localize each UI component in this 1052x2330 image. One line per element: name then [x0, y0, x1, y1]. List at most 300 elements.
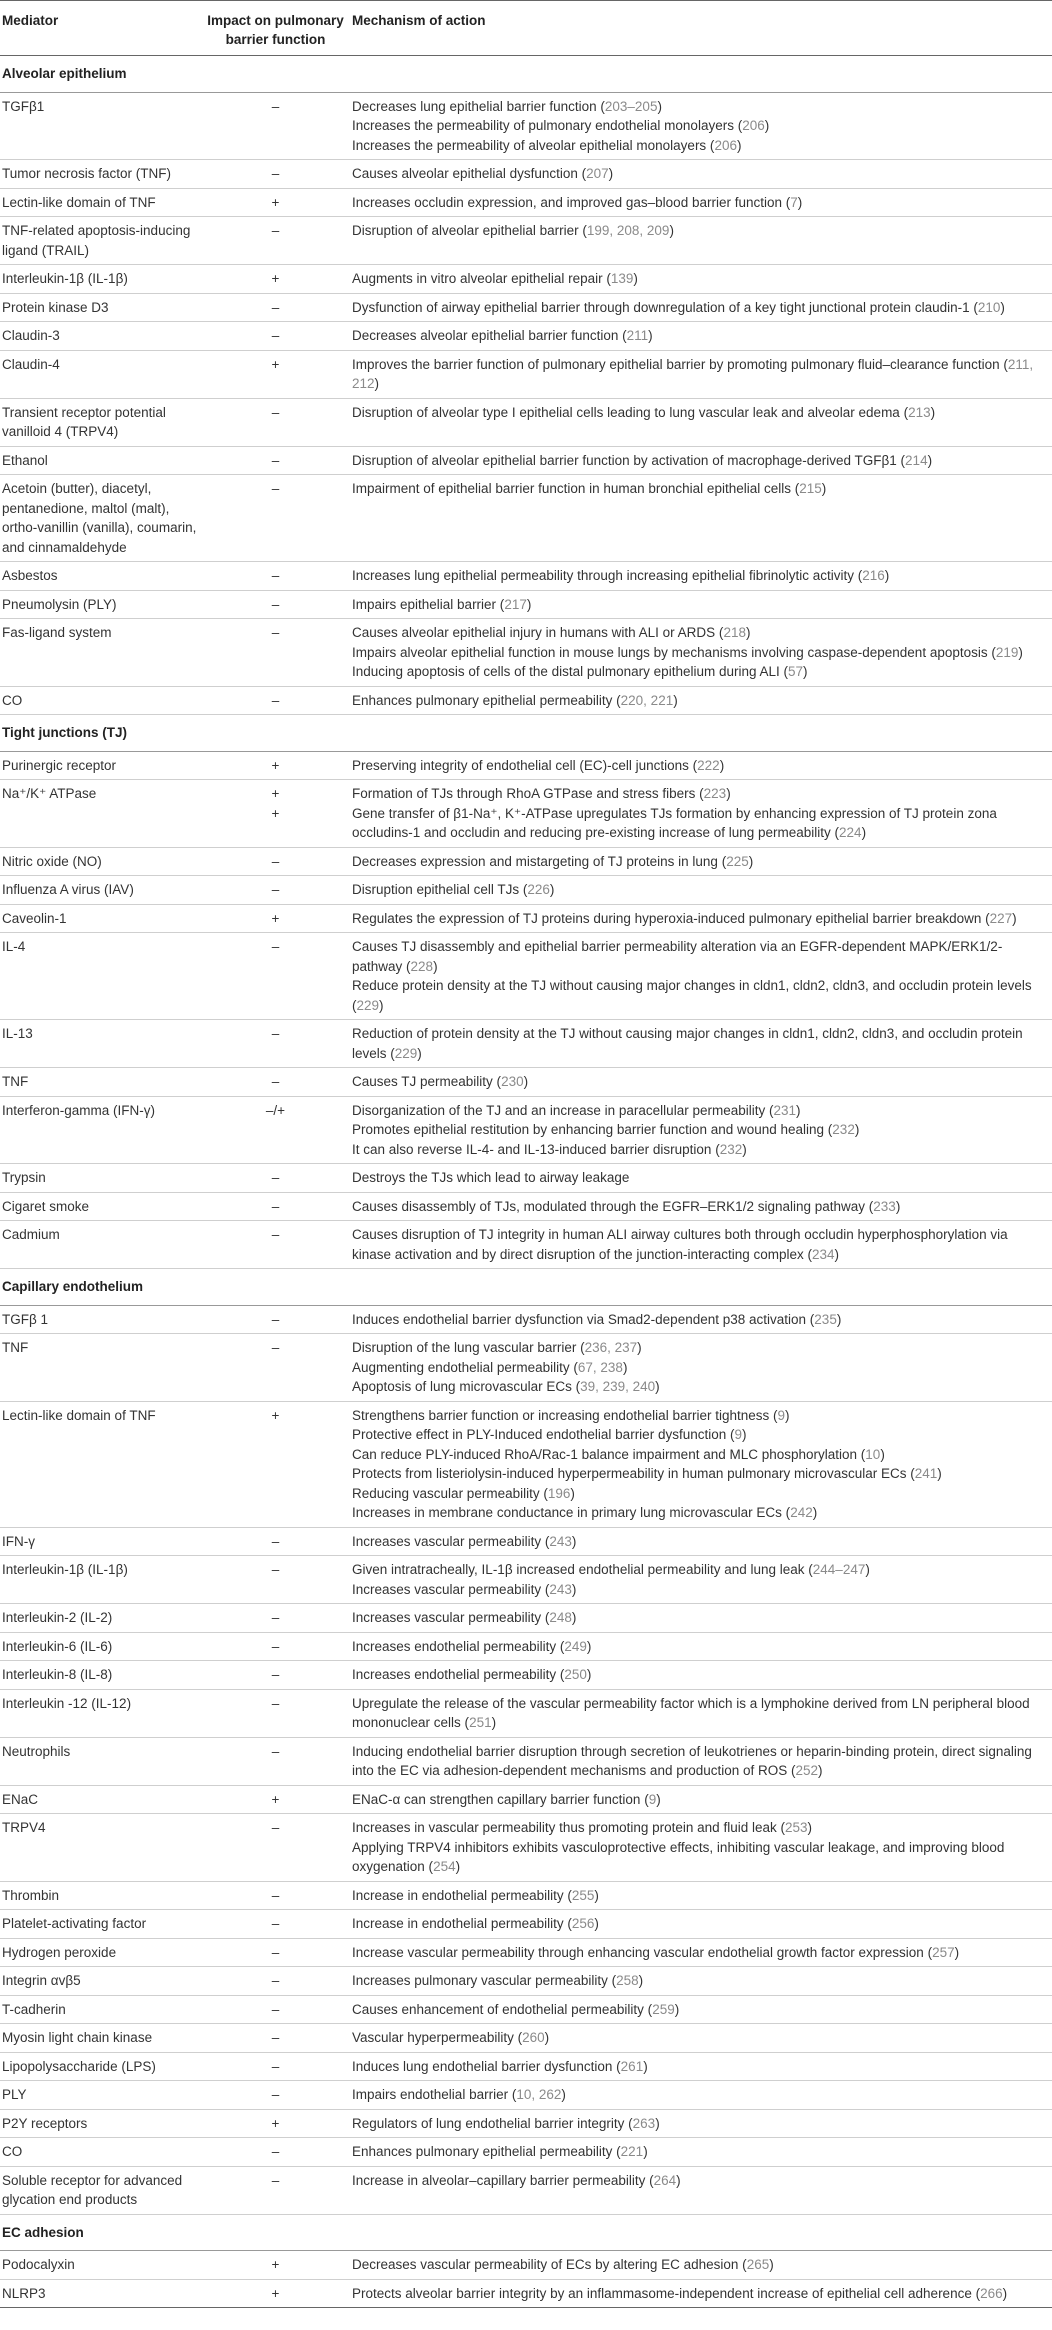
mechanism-text: ): [571, 1610, 577, 1625]
mediator-cell: TGFβ1: [0, 92, 205, 160]
mechanism-text: Causes TJ permeability (: [352, 1074, 502, 1089]
mechanism-text: Induces endothelial barrier dysfunction via Smad2-dependent p38 activation (: [352, 1311, 815, 1327]
reference-link[interactable]: 10: [865, 1446, 881, 1462]
reference-link[interactable]: 230: [501, 1074, 524, 1089]
table-row: [0, 1334, 1052, 1402]
reference-link[interactable]: 266: [980, 2285, 1003, 2301]
impact-cell: [205, 350, 350, 398]
mechanism-cell: [350, 2251, 1052, 2280]
mechanism-cell: [350, 1221, 1052, 1269]
impact-cell: [205, 188, 350, 217]
reference-link[interactable]: 229: [394, 1045, 418, 1061]
mechanism-cell: [350, 1096, 1052, 1164]
mechanism-line: [352, 1197, 1046, 1217]
mechanism-text: Promotes epithelial restitution by enhancing barrier function and wound healing (: [352, 1122, 833, 1137]
impact-value: –: [271, 2001, 280, 2017]
mechanism-text: ): [937, 1466, 942, 1481]
mediator-cell: Cadmium: [0, 1221, 205, 1269]
reference-link[interactable]: 255: [571, 1887, 595, 1903]
reference-link[interactable]: 249: [564, 1638, 587, 1654]
mechanism-text: ): [742, 1141, 747, 1157]
mechanism-line: [352, 193, 1046, 213]
reference-link[interactable]: 211, 212: [352, 356, 1034, 391]
mechanism-line: [352, 784, 1046, 804]
impact-value: –: [271, 1311, 280, 1327]
impact-cell: [205, 847, 350, 876]
reference-link[interactable]: 218: [723, 625, 746, 640]
reference-link[interactable]: 241: [914, 1466, 938, 1481]
mechanism-text: ): [812, 1505, 818, 1520]
mechanism-cell: [350, 847, 1052, 876]
mechanism-text: Induces lung endothelial barrier dysfunction (: [352, 2058, 621, 2074]
table-row: [0, 876, 1052, 905]
impact-cell: [205, 1020, 350, 1068]
mechanism-line: [352, 1377, 1046, 1397]
mechanism-line: [352, 937, 1046, 976]
mechanism-text: ): [745, 625, 751, 640]
mediator-cell: TRPV4: [0, 1814, 205, 1882]
impact-cell: [205, 619, 350, 687]
mechanism-text: ): [796, 1102, 801, 1118]
impact-cell: [205, 1689, 350, 1737]
mechanism-text: ): [643, 2144, 648, 2159]
reference-link[interactable]: 231: [773, 1102, 797, 1118]
mechanism-text: Upregulate the release of the vascular permeability factor which is a lymphokine derived from LN peripheral blood mononuclear cells (: [352, 1695, 1030, 1730]
impact-value: +: [271, 2285, 280, 2301]
mechanism-text: Augments in vitro alveolar epithelial repair (: [352, 271, 611, 286]
impact-value: –: [271, 1916, 280, 1931]
mediator-cell: CO: [0, 686, 205, 715]
mediator-cell: NLRP3: [0, 2279, 205, 2308]
mechanism-cell: [350, 1814, 1052, 1882]
section-row: [0, 56, 1052, 93]
mechanism-line: [352, 2028, 1046, 2048]
reference-link[interactable]: 206: [742, 118, 765, 133]
impact-value: –: [271, 404, 280, 420]
mechanism-text: ): [571, 1533, 577, 1549]
reference-link[interactable]: 232: [719, 1141, 743, 1157]
mediator-cell: Fas-ligand system: [0, 619, 205, 687]
reference-link[interactable]: 243: [549, 1533, 572, 1549]
impact-value: –: [271, 1743, 280, 1759]
impact-value: –: [271, 1610, 280, 1625]
reference-link[interactable]: 9: [777, 1407, 785, 1423]
reference-link[interactable]: 39, 239, 240: [580, 1379, 656, 1394]
impact-value: –: [271, 2087, 280, 2102]
mechanism-text: ): [1000, 299, 1005, 315]
mechanism-text: Increases the permeability of alveolar epithelial monolayers (: [352, 137, 715, 153]
mechanism-line: [352, 1225, 1046, 1264]
impact-cell: [205, 876, 350, 905]
section-row: [0, 2214, 1052, 2251]
mediator-cell: ENaC: [0, 1785, 205, 1814]
mechanism-text: ): [417, 1045, 422, 1061]
reference-link[interactable]: 7: [790, 194, 798, 210]
mechanism-line: [352, 451, 1046, 471]
mechanism-text: ): [1018, 644, 1023, 660]
reference-link[interactable]: 220, 221: [620, 692, 674, 708]
mechanism-line: [352, 1818, 1046, 1838]
impact-value: –: [271, 223, 280, 238]
mechanism-text: Disorganization of the TJ and an increase in paracellular permeability (: [352, 1102, 774, 1118]
reference-link[interactable]: 232: [832, 1122, 855, 1137]
mechanism-cell: [350, 350, 1052, 398]
mechanism-text: Increases in vascular permeability thus promoting protein and fluid leak (: [352, 1820, 785, 1835]
impact-value: –: [271, 452, 280, 468]
reference-link[interactable]: 199, 208, 209: [586, 223, 670, 238]
mechanism-cell: [350, 1527, 1052, 1556]
mechanism-line: [352, 1637, 1046, 1657]
mechanism-text: ): [657, 98, 662, 114]
impact-cell: [205, 217, 350, 265]
reference-link[interactable]: 223: [703, 786, 727, 801]
mechanism-text: ): [785, 1407, 790, 1423]
reference-link[interactable]: 261: [620, 2058, 644, 2074]
mechanism-cell: [350, 446, 1052, 475]
mechanism-text: Given intratracheally, IL-1β increased endothelial permeability and lung leak (: [352, 1562, 813, 1577]
mechanism-text: ): [656, 1791, 661, 1807]
reference-link[interactable]: 257: [932, 1944, 955, 1960]
reference-link[interactable]: 9: [734, 1427, 742, 1442]
mechanism-text: ): [622, 1359, 628, 1375]
impact-value: –: [271, 1973, 280, 1988]
reference-link[interactable]: 233: [873, 1198, 896, 1214]
mechanism-line: [352, 1694, 1046, 1733]
mechanism-text: Regulators of lung endothelial barrier integrity (: [352, 2115, 633, 2131]
reference-link[interactable]: 67, 238: [577, 1359, 623, 1375]
mechanism-line: [352, 1503, 1046, 1523]
mechanism-text: Disruption epithelial cell TJs (: [352, 882, 528, 897]
mechanism-line: [352, 403, 1046, 423]
reference-link[interactable]: 9: [648, 1791, 657, 1807]
table-row: [0, 1661, 1052, 1690]
mechanism-text: Disruption of alveolar epithelial barrier (: [352, 223, 587, 238]
table-row: [0, 1938, 1052, 1967]
mechanism-text: Decreases vascular permeability of ECs by altering EC adhesion (: [352, 2257, 747, 2272]
mechanism-line: [352, 2142, 1046, 2162]
reference-link[interactable]: 203–205: [604, 98, 658, 114]
mechanism-text: Increases pulmonary vascular permeability (: [352, 1973, 617, 1988]
mechanism-line: [352, 479, 1046, 499]
mechanism-text: Causes TJ disassembly and epithelial barrier permeability alteration via an EGFR-dependent MAPK/ERK1/2-pathway (: [352, 939, 1003, 974]
header-impact: Impact on pulmonary barrier function: [205, 1, 350, 56]
mechanism-text: Can reduce PLY-induced RhoA/Rac-1 balance impairment and MLC phosphorylation (: [352, 1446, 866, 1462]
mechanism-line: [352, 1072, 1046, 1092]
mechanism-text: ): [930, 404, 936, 420]
reference-link[interactable]: 226: [527, 882, 550, 897]
impact-cell: [205, 1527, 350, 1556]
table-row: [0, 1814, 1052, 1882]
mediator-cell: Influenza A virus (IAV): [0, 876, 205, 905]
mediator-cell: Podocalyxin: [0, 2251, 205, 2280]
table-row: [0, 1995, 1052, 2024]
reference-link[interactable]: 265: [746, 2257, 770, 2272]
mediator-cell: IL-4: [0, 933, 205, 1020]
impact-cell: [205, 1967, 350, 1996]
mechanism-line: [352, 2171, 1046, 2191]
mechanism-text: ): [586, 1667, 592, 1682]
mediator-cell: Nitric oxide (NO): [0, 847, 205, 876]
mediator-cell: Lipopolysaccharide (LPS): [0, 2052, 205, 2081]
mechanism-cell: [350, 1910, 1052, 1939]
impact-cell: [205, 398, 350, 446]
reference-link[interactable]: 207: [586, 166, 609, 181]
mechanism-line: [352, 1406, 1046, 1426]
mechanism-line: [352, 1445, 1046, 1465]
reference-link[interactable]: 213: [908, 404, 931, 420]
reference-link[interactable]: 217: [504, 596, 527, 612]
table-row: [0, 398, 1052, 446]
reference-link[interactable]: 243: [549, 1581, 572, 1597]
mechanism-text: ): [676, 2172, 681, 2188]
reference-link[interactable]: 250: [564, 1667, 587, 1682]
impact-cell: [205, 590, 350, 619]
impact-cell: [205, 1192, 350, 1221]
mechanism-text: Increases vascular permeability (: [352, 1533, 550, 1549]
reference-link[interactable]: 214: [905, 452, 928, 468]
impact-cell: [205, 1881, 350, 1910]
mechanism-line: [352, 909, 1046, 929]
impact-value: +: [271, 805, 280, 821]
reference-link[interactable]: 224: [839, 825, 862, 840]
impact-cell: [205, 1737, 350, 1785]
mechanism-cell: [350, 2279, 1052, 2308]
mechanism-text: Impairs endothelial barrier (: [352, 2087, 517, 2102]
impact-cell: [205, 1604, 350, 1633]
mechanism-cell: [350, 619, 1052, 687]
mechanism-line: [352, 1914, 1046, 1934]
reference-link[interactable]: 234: [812, 1246, 835, 1262]
mechanism-text: ): [854, 1122, 860, 1137]
mechanism-text: ): [736, 137, 742, 153]
mechanism-cell: [350, 217, 1052, 265]
mechanism-cell: [350, 1661, 1052, 1690]
mechanism-cell: [350, 2166, 1052, 2214]
mechanism-cell: [350, 2081, 1052, 2110]
mediator-cell: Claudin-3: [0, 322, 205, 351]
reference-link[interactable]: 259: [652, 2001, 675, 2017]
reference-link[interactable]: 253: [784, 1820, 808, 1835]
impact-value: +: [271, 1407, 280, 1423]
reference-link[interactable]: 244–247: [812, 1562, 866, 1577]
table-row: [0, 293, 1052, 322]
mechanism-text: ): [861, 825, 867, 840]
reference-link[interactable]: 254: [433, 1859, 456, 1874]
impact-value: –: [271, 625, 280, 640]
impact-value: –: [271, 692, 280, 708]
reference-link[interactable]: 211: [626, 328, 649, 343]
mechanism-line: [352, 643, 1046, 663]
mechanism-text: Increases occludin expression, and improved gas–blood barrier function (: [352, 194, 791, 210]
mechanism-text: ): [648, 328, 653, 343]
reference-link[interactable]: 264: [653, 2172, 677, 2188]
impact-value: +: [271, 194, 280, 210]
mechanism-text: Increase vascular permeability through enhancing vascular endothelial growth factor expression (: [352, 1944, 933, 1960]
reference-link[interactable]: 216: [862, 568, 885, 583]
mechanism-text: Dysfunction of airway epithelial barrier through downregulation of a key tight junctional protein claudin-1 (: [352, 299, 978, 315]
mechanism-line: [352, 1120, 1046, 1140]
impact-value: –: [271, 1340, 280, 1355]
mechanism-text: ): [433, 958, 438, 974]
table-row: [0, 1881, 1052, 1910]
mechanism-text: Formation of TJs through RhoA GTPase and stress fibers (: [352, 786, 704, 801]
reference-link[interactable]: 221: [620, 2144, 644, 2159]
mechanism-line: [352, 880, 1046, 900]
reference-link[interactable]: 219: [995, 644, 1019, 660]
table-row: [0, 217, 1052, 265]
impact-value: –: [271, 98, 280, 114]
mechanism-text: ): [895, 1198, 901, 1214]
impact-value: –: [271, 1198, 280, 1214]
mechanism-line: [352, 852, 1046, 872]
mechanism-cell: [350, 751, 1052, 780]
table-row: [0, 1020, 1052, 1068]
reference-link[interactable]: 256: [571, 1916, 595, 1931]
reference-link[interactable]: 196: [547, 1485, 571, 1501]
mechanism-line: [352, 1790, 1046, 1810]
reference-link[interactable]: 263: [632, 2115, 656, 2131]
mediator-cell: Interferon-gamma (IFN-γ): [0, 1096, 205, 1164]
mechanism-cell: [350, 160, 1052, 189]
reference-link[interactable]: 236, 237: [584, 1340, 638, 1355]
mechanism-line: [352, 1608, 1046, 1628]
reference-link[interactable]: 229: [356, 997, 380, 1013]
mechanism-line: [352, 1532, 1046, 1552]
mechanism-text: Destroys the TJs which lead to airway leakage: [352, 1170, 630, 1185]
impact-value: –: [271, 299, 280, 315]
reference-link[interactable]: 228: [410, 958, 434, 974]
mechanism-cell: [350, 1556, 1052, 1604]
mechanism-line: [352, 1665, 1046, 1685]
impact-cell: [205, 475, 350, 562]
section-row: [0, 1269, 1052, 1306]
mechanism-cell: [350, 1305, 1052, 1334]
mechanism-text: ): [674, 2001, 680, 2017]
mechanism-line: [352, 1971, 1046, 1991]
impact-cell: [205, 904, 350, 933]
mechanism-line: [352, 1484, 1046, 1504]
impact-cell: [205, 562, 350, 591]
reference-link[interactable]: 222: [697, 757, 720, 773]
mechanism-text: Inducing apoptosis of cells of the distal pulmonary epithelium during ALI (: [352, 664, 789, 679]
mechanism-line: [352, 164, 1046, 184]
reference-link[interactable]: 225: [726, 853, 749, 869]
reference-link[interactable]: 258: [616, 1973, 639, 1988]
reference-link[interactable]: 252: [795, 1763, 819, 1778]
mediator-cell: TNF: [0, 1334, 205, 1402]
reference-link[interactable]: 139: [610, 271, 634, 286]
reference-link[interactable]: 260: [522, 2030, 545, 2045]
mechanism-text: Strengthens barrier function or increasing endothelial barrier tightness (: [352, 1407, 778, 1423]
section-title: Alveolar epithelium: [0, 56, 1052, 93]
mechanism-text: ): [523, 1074, 529, 1089]
mechanism-text: Protects alveolar barrier integrity by an inflammasome-independent increase of epithelial cell adherence (: [352, 2285, 981, 2301]
mechanism-text: ): [797, 194, 803, 210]
mechanism-text: Vascular hyperpermeability (: [352, 2030, 523, 2045]
impact-cell: [205, 1785, 350, 1814]
mechanism-text: Causes alveolar epithelial injury in humans with ALI or ARDS (: [352, 625, 724, 640]
impact-value: +: [271, 2115, 280, 2131]
mediator-cell: Interleukin -12 (IL-12): [0, 1689, 205, 1737]
mechanism-text: Increases endothelial permeability (: [352, 1667, 565, 1682]
mechanism-line: [352, 804, 1046, 843]
impact-cell: [205, 780, 350, 848]
mechanism-line: [352, 1560, 1046, 1580]
mechanism-text: Increases endothelial permeability (: [352, 1638, 565, 1654]
impact-cell: [205, 293, 350, 322]
reference-link[interactable]: 248: [549, 1610, 572, 1625]
mechanism-text: Impairment of epithelial barrier function in human bronchial epithelial cells (: [352, 481, 800, 496]
mediator-cell: Na⁺/K⁺ ATPase: [0, 780, 205, 848]
mechanism-text: Decreases expression and mistargeting of TJ proteins in lung (: [352, 853, 727, 869]
mechanism-line: [352, 221, 1046, 241]
reference-link[interactable]: 215: [799, 481, 822, 496]
reference-link[interactable]: 235: [814, 1311, 837, 1327]
mediator-cell: Trypsin: [0, 1164, 205, 1193]
reference-link[interactable]: 10, 262: [516, 2087, 562, 2102]
mechanism-cell: [350, 1020, 1052, 1068]
reference-link[interactable]: 227: [989, 910, 1013, 926]
mechanism-text: ): [544, 2030, 550, 2045]
reference-link[interactable]: 242: [790, 1505, 813, 1520]
mechanism-line: [352, 1168, 1046, 1188]
impact-value: –: [271, 2172, 280, 2188]
mechanism-text: Applying TRPV4 inhibitors exhibits vasculoprotective effects, inhibiting vascular leakage, and improving blood oxygenation (: [352, 1839, 1005, 1874]
impact-cell: [205, 2081, 350, 2110]
mechanism-text: Disruption of alveolar type I epithelial cells leading to lung vascular leak and alveolar edema (: [352, 404, 909, 420]
mechanism-text: ): [374, 376, 380, 391]
mechanism-cell: [350, 322, 1052, 351]
impact-value: –: [271, 568, 280, 583]
reference-link[interactable]: 210: [977, 299, 1001, 315]
impact-cell: [205, 265, 350, 294]
mechanism-text: ): [1012, 910, 1017, 926]
reference-link[interactable]: 206: [714, 137, 737, 153]
mechanism-text: ): [865, 1562, 870, 1577]
mediator-cell: Myosin light chain kinase: [0, 2024, 205, 2053]
mechanism-line: [352, 623, 1046, 643]
mechanism-text: ): [884, 568, 890, 583]
mechanism-text: Increases the permeability of pulmonary endothelial monolayers (: [352, 118, 743, 133]
mechanism-text: Impairs alveolar epithelial function in mouse lungs by mechanisms involving caspase-dependent apoptosis (: [352, 644, 996, 660]
mechanism-text: ): [818, 1763, 823, 1778]
mediator-cell: Thrombin: [0, 1881, 205, 1910]
mechanism-cell: [350, 1632, 1052, 1661]
mechanism-line: [352, 2000, 1046, 2020]
mechanism-text: Decreases alveolar epithelial barrier function (: [352, 328, 627, 343]
reference-link[interactable]: 251: [469, 1715, 492, 1730]
mechanism-cell: [350, 2138, 1052, 2167]
mediator-cell: Acetoin (butter), diacetyl, pentanedione, maltol (malt), ortho-vanillin (vanilla), coumarin, and cinnamaldehyde: [0, 475, 205, 562]
mechanism-text: ): [834, 1246, 840, 1262]
mechanism-cell: [350, 1967, 1052, 1996]
mechanism-text: Reducing vascular permeability (: [352, 1485, 548, 1501]
impact-cell: [205, 2024, 350, 2053]
mediator-cell: Tumor necrosis factor (TNF): [0, 160, 205, 189]
table-row: [0, 1910, 1052, 1939]
mechanism-text: Disruption of the lung vascular barrier (: [352, 1340, 585, 1355]
mechanism-cell: [350, 1401, 1052, 1527]
mechanism-line: [352, 2114, 1046, 2134]
mechanism-line: [352, 1742, 1046, 1781]
impact-cell: [205, 1814, 350, 1882]
mediator-cell: TNF: [0, 1068, 205, 1097]
mechanism-text: It can also reverse IL-4- and IL-13-induced barrier disruption (: [352, 1141, 720, 1157]
reference-link[interactable]: 57: [788, 664, 804, 679]
mechanism-line: [352, 1464, 1046, 1484]
mediator-cell: Transient receptor potential vanilloid 4 (TRPV4): [0, 398, 205, 446]
impact-value: –: [271, 1638, 280, 1654]
